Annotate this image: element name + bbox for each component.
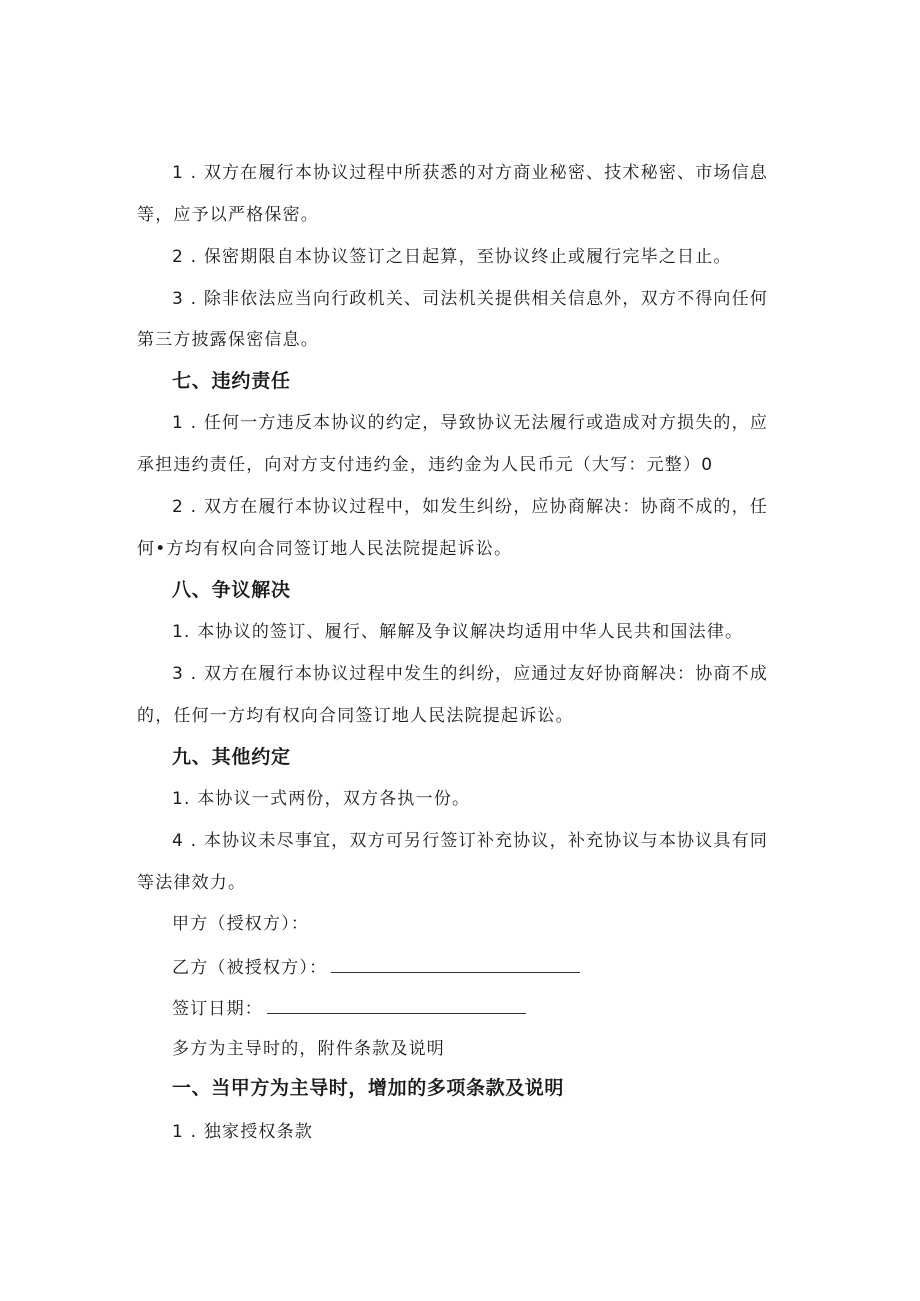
section-7-item-1-line-2: 承担违约责任，向对方支付违约金，违约金为人民币元（大写：元整）0 [137,455,714,475]
party-b-signature-line [331,954,580,973]
secrecy-item-1-line-1: 1 . 双方在履行本协议过程中所获悉的对方商业秘密、技术秘密、市场信息 [172,163,769,183]
section-7-heading: 七、违约责任 [172,370,291,392]
secrecy-item-1-line-2: 等，应予以严格保密。 [137,205,319,225]
section-7-item-2-line-2: 何•方均有权向合同签订地人民法院提起诉讼。 [137,539,513,559]
sign-date-row [172,995,526,1021]
section-7-item-2-line-1: 2 . 双方在履行本协议过程中，如发生纠纷，应协商解决：协商不成的，任 [172,497,769,517]
sign-date-line [267,995,526,1014]
party-b-label: 乙方（被授权方）： [172,958,328,978]
section-8-item-1: 1. 本协议的签订、履行、解解及争议解决均适用中华人民共和国法律。 [172,622,744,642]
appendix-heading: 一、当甲方为主导时，增加的多项条款及说明 [172,1077,565,1099]
party-a-label: 甲方（授权方）： [172,914,310,934]
secrecy-item-3-line-1: 3 . 除非依法应当向行政机关、司法机关提供相关信息外，双方不得向任何 [172,289,769,309]
section-8-heading: 八、争议解决 [172,579,291,601]
party-b-row [172,954,580,980]
section-8-item-3-line-1: 3 . 双方在履行本协议过程中发生的纠纷，应通过友好协商解决：协商不成 [172,664,769,684]
section-9-item-4-line-2: 等法律效力。 [137,873,247,893]
section-9-heading: 九、其他约定 [172,746,291,768]
secrecy-item-3-line-2: 第三方披露保密信息。 [137,330,319,350]
section-8-item-3-line-2: 的，任何一方均有权向合同签订地人民法院提起诉讼。 [137,706,574,726]
appendix-intro: 多方为主导时的，附件条款及说明 [172,1039,445,1059]
section-9-item-1: 1. 本协议一式两份，双方各执一份。 [172,789,471,809]
sign-date-label: 签订日期： [172,999,263,1019]
section-9-item-4-line-1: 4 . 本协议未尽事宜，双方可另行签订补充协议，补充协议与本协议具有同 [172,831,769,851]
secrecy-item-2: 2 . 保密期限自本协议签订之日起算，至协议终止或履行完毕之日止。 [172,247,732,267]
section-7-item-1-line-1: 1 . 任何一方违反本协议的约定，导致协议无法履行或造成对方损失的，应 [172,413,769,433]
appendix-item-1: 1 . 独家授权条款 [172,1122,314,1142]
